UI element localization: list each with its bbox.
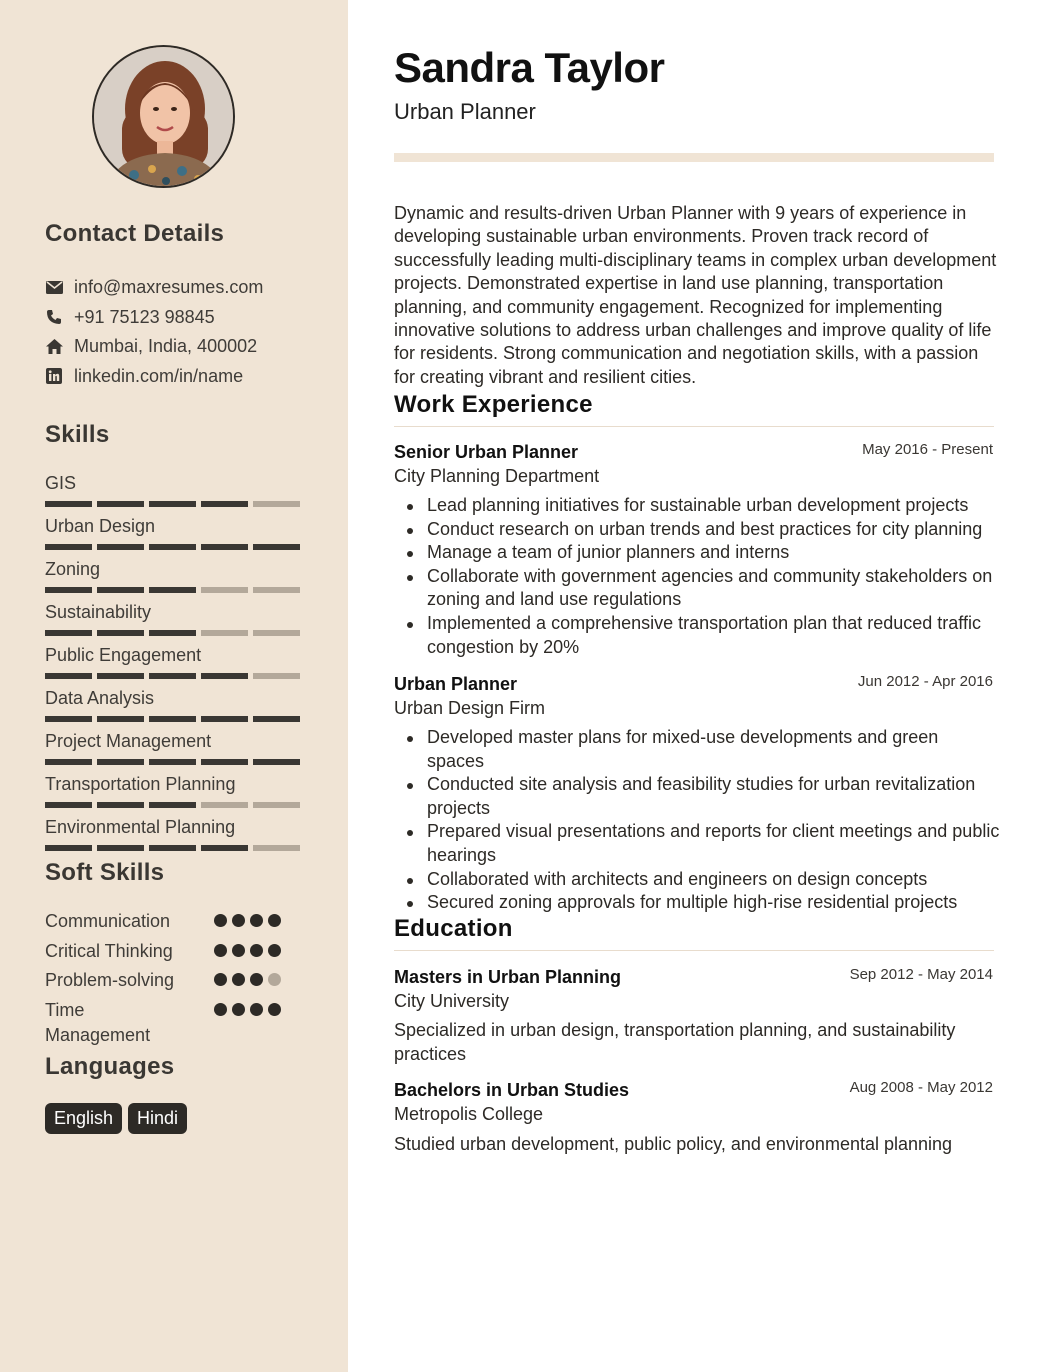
job-title: Urban Planner [394, 674, 518, 694]
experience-divider [394, 426, 994, 427]
rating-dot [250, 1003, 263, 1016]
skill-level-bar [45, 501, 300, 507]
skill-level-segment [253, 673, 300, 679]
candidate-name: Sandra Taylor [394, 44, 665, 91]
skills-heading: Skills [45, 421, 110, 448]
school-name: City University [394, 991, 510, 1011]
skill-level-bar [45, 630, 300, 636]
job-organization: Urban Design Firm [394, 698, 546, 718]
soft-skills-heading: Soft Skills [45, 859, 165, 886]
skill-level-segment [253, 501, 300, 507]
skill-level-segment [45, 544, 92, 550]
rating-dot [214, 973, 227, 986]
rating-dot [232, 973, 245, 986]
soft-skill-label-line: Time [45, 1000, 85, 1020]
list-item: Lead planning initiatives for sustainable urban development projects [394, 494, 1000, 518]
soft-skill-label [45, 939, 173, 964]
skill-level-segment [253, 630, 300, 636]
job-organization: City Planning Department [394, 466, 600, 486]
languages-heading: Languages [45, 1053, 175, 1080]
skill-level-segment [201, 845, 248, 851]
skill-label: Transportation Planning [45, 774, 236, 794]
skill-level-segment [201, 759, 248, 765]
linkedin-icon [45, 367, 63, 385]
skill-level-segment [45, 587, 92, 593]
email-text: info@maxresumes.com [74, 276, 264, 297]
list-item: Developed master plans for mixed-use developments and green spaces [394, 726, 1000, 773]
list-item: Implemented a comprehensive transportation plan that reduced traffic congestion by 20% [394, 612, 1000, 659]
skill-level-bar [45, 673, 300, 679]
skill-level-segment [201, 501, 248, 507]
skill-level-segment [97, 501, 144, 507]
contact-email[interactable] [45, 275, 263, 299]
education-date: Aug 2008 - May 2012 [849, 1079, 993, 1096]
skill-level-segment [149, 501, 196, 507]
avatar [92, 45, 235, 188]
skill-level-segment [253, 802, 300, 808]
skill-level-segment [201, 630, 248, 636]
rating-dot [250, 944, 263, 957]
contact-linkedin[interactable] [45, 364, 243, 388]
skill-level-bar [45, 759, 300, 765]
linkedin-text: linkedin.com/in/name [74, 365, 244, 386]
skill-level-segment [149, 845, 196, 851]
contact-address [45, 334, 257, 358]
skill-level-segment [253, 845, 300, 851]
skill-level-segment [97, 544, 144, 550]
skill-level-segment [149, 716, 196, 722]
list-item: Conduct research on urban trends and best practices for city planning [394, 518, 1000, 542]
rating-dot [268, 973, 281, 986]
skill-level-segment [149, 802, 196, 808]
skill-level-segment [253, 587, 300, 593]
skill-level-segment [45, 759, 92, 765]
skill-level-segment [45, 673, 92, 679]
contact-heading: Contact Details [45, 220, 225, 247]
education-description: Studied urban development, public policy, and environmental planning [394, 1134, 953, 1154]
language-badge: English [45, 1103, 122, 1134]
degree-title: Masters in Urban Planning [394, 967, 622, 987]
skill-level-segment [149, 544, 196, 550]
rating-dot [250, 973, 263, 986]
soft-skill-label [45, 968, 174, 993]
skill-label: Sustainability [45, 602, 152, 622]
soft-skill-label [45, 998, 150, 1048]
skill-label: Public Engagement [45, 645, 202, 665]
skill-level-segment [97, 716, 144, 722]
skill-level-segment [97, 759, 144, 765]
skill-level-segment [253, 759, 300, 765]
skill-level-segment [45, 716, 92, 722]
skill-level-segment [45, 845, 92, 851]
skill-label: Zoning [45, 559, 101, 579]
rating-dot [214, 914, 227, 927]
rating-dot [268, 1003, 281, 1016]
list-item: Collaborated with architects and engineers on design concepts [394, 868, 1000, 892]
job-date: Jun 2012 - Apr 2016 [857, 673, 993, 690]
header-divider [394, 153, 994, 162]
sidebar [0, 0, 348, 1372]
job-date: May 2016 - Present [862, 441, 993, 458]
profile-photo [94, 47, 235, 188]
rating-dot [232, 1003, 245, 1016]
skill-level-segment [45, 802, 92, 808]
skill-level-segment [201, 587, 248, 593]
job-bullets [394, 494, 1000, 659]
rating-dot [214, 944, 227, 957]
education-heading: Education [394, 915, 513, 942]
skill-level-segment [97, 673, 144, 679]
soft-skill-label [45, 909, 170, 934]
rating-dot [232, 944, 245, 957]
phone-icon [45, 308, 63, 326]
soft-skill-rating [214, 914, 281, 927]
soft-skill-rating [214, 1003, 281, 1016]
skill-level-segment [149, 759, 196, 765]
soft-skill-label-line: Management [45, 1025, 151, 1045]
skill-level-segment [97, 587, 144, 593]
degree-title: Bachelors in Urban Studies [394, 1080, 630, 1100]
skill-level-segment [149, 673, 196, 679]
education-date: Sep 2012 - May 2014 [849, 966, 993, 983]
soft-skill-label-line: Communication [45, 911, 171, 931]
address-text: Mumbai, India, 400002 [74, 335, 258, 356]
list-item: Conducted site analysis and feasibility studies for urban revitalization projects [394, 773, 1000, 820]
skill-label: Environmental Planning [45, 817, 236, 837]
rating-dot [214, 1003, 227, 1016]
skill-level-segment [97, 802, 144, 808]
list-item: Prepared visual presentations and reports for client meetings and public hearings [394, 820, 1000, 867]
contact-phone[interactable] [45, 305, 215, 329]
skill-level-segment [45, 501, 92, 507]
envelope-icon [45, 278, 63, 296]
skill-level-segment [201, 802, 248, 808]
rating-dot [232, 914, 245, 927]
skill-level-bar [45, 716, 300, 722]
education-divider [394, 950, 994, 951]
skill-label: GIS [45, 473, 77, 493]
job-title: Senior Urban Planner [394, 442, 579, 462]
skill-level-bar [45, 587, 300, 593]
rating-dot [268, 944, 281, 957]
skill-level-segment [97, 845, 144, 851]
job-bullets [394, 726, 1000, 915]
skill-level-segment [253, 716, 300, 722]
language-badge: Hindi [128, 1103, 187, 1134]
skill-level-segment [149, 587, 196, 593]
skill-level-segment [45, 630, 92, 636]
home-icon [45, 337, 63, 355]
soft-skill-rating [214, 944, 281, 957]
rating-dot [250, 914, 263, 927]
profile-summary: Dynamic and results-driven Urban Planner with 9 years of experience in developing sustainable urban environments. Proven track record of successfully leading multi-disciplinary teams in complex urban development projects. Demonstrated expertise in land use planning, transportation planning, and community engagement. Recognized for implementing innovative solutions to address urban challenges and improve quality of life for residents. Strong communication and negotiation skills, with a passion for creating vibrant and resilient cities. [394, 203, 997, 387]
skill-level-segment [97, 630, 144, 636]
candidate-role: Urban Planner [394, 99, 536, 124]
skill-label: Project Management [45, 731, 212, 751]
phone-text: +91 75123 98845 [74, 306, 215, 327]
skill-label: Data Analysis [45, 688, 155, 708]
skill-label: Urban Design [45, 516, 156, 536]
skill-level-bar [45, 845, 300, 851]
skill-level-segment [201, 716, 248, 722]
skill-level-segment [149, 630, 196, 636]
soft-skill-label-line: Problem-solving [45, 970, 175, 990]
skill-level-bar [45, 802, 300, 808]
list-item: Secured zoning approvals for multiple high-rise residential projects [394, 891, 1000, 915]
skill-level-segment [201, 673, 248, 679]
list-item: Collaborate with government agencies and community stakeholders on zoning and land use regulations [394, 565, 1000, 612]
experience-heading: Work Experience [394, 391, 593, 418]
school-name: Metropolis College [394, 1104, 544, 1124]
rating-dot [268, 914, 281, 927]
skill-level-segment [201, 544, 248, 550]
soft-skill-rating [214, 973, 281, 986]
skill-level-bar [45, 544, 300, 550]
soft-skill-label-line: Critical Thinking [45, 941, 173, 961]
list-item: Manage a team of junior planners and interns [394, 541, 1000, 565]
skill-level-segment [253, 544, 300, 550]
education-description: Specialized in urban design, transportation planning, and sustainability practices [394, 1020, 956, 1064]
